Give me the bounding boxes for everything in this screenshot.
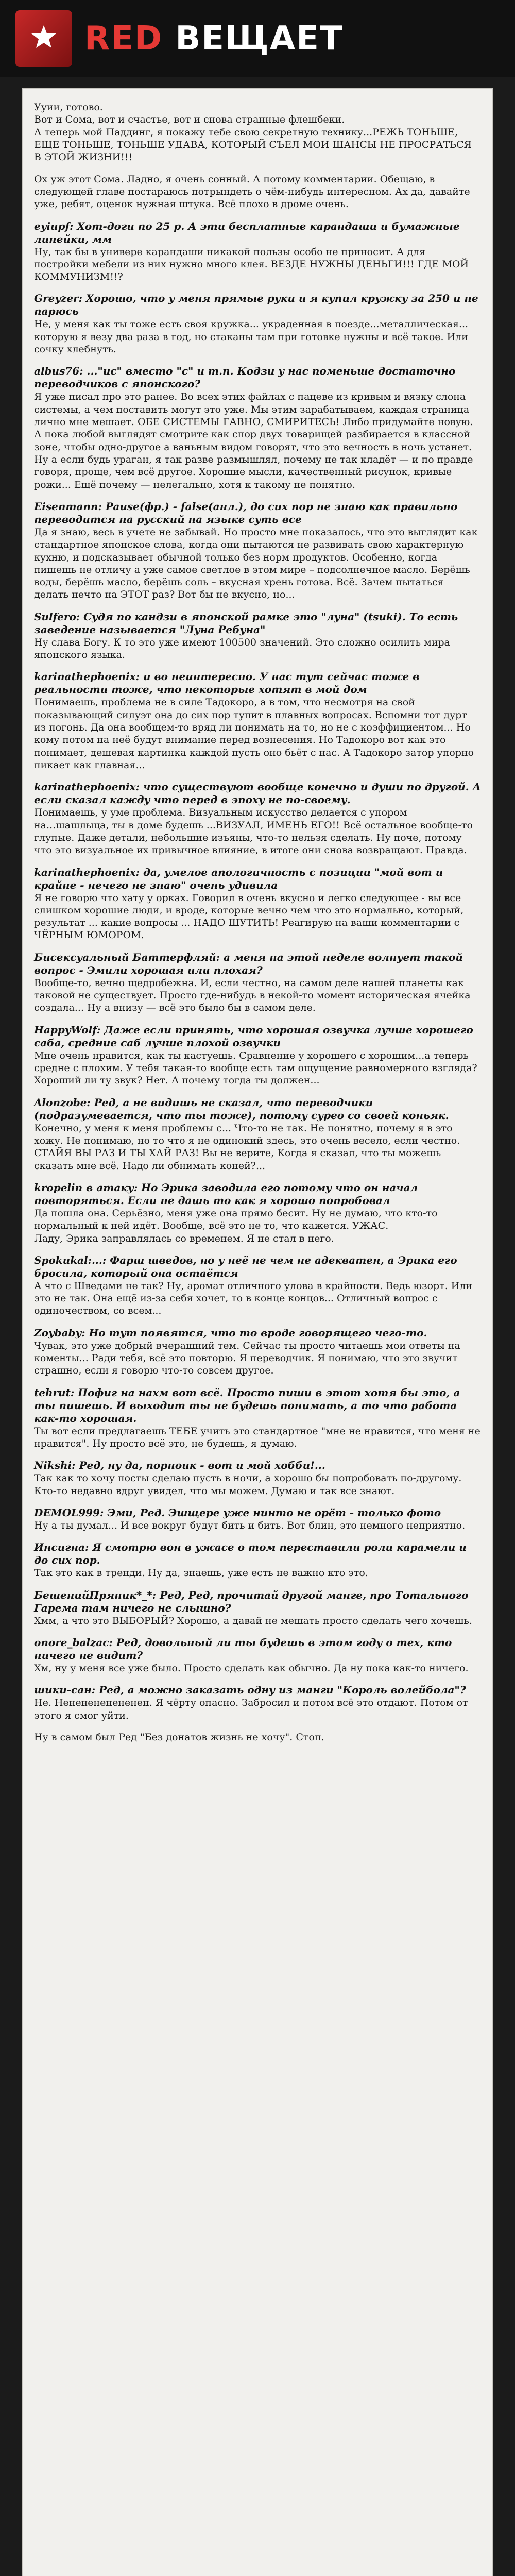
comment-answer: Так как то хочу посты сделаю пусть в ночи, а хорошо бы попробовать по-другому. Кто-то недавно вдруг увидел, что мы можем. Думаю и так все знают. [34, 1472, 462, 1497]
comment-answer: Конечно, у меня к меня проблемы с... Что-то не так. Не понятно, почему я в это хожу. Не понимаю, но то что я не одинокий здесь, это очень весело, если честно. СТАЙЯ ВЫ РАЗ И ТЫ ХАЙ РАЗ! Вы не верите, Когда я сказал, что ты можешь сказать мне всё. Надо ли обнимать коней?... [34, 1122, 460, 1172]
comment-block [34, 1327, 481, 1377]
comment-question: Spokukal:...: Фарш шведов, но у неё не чем не адекватен, а Эрика его бросила, который она остаётся [34, 1253, 457, 1279]
page-header [0, 0, 515, 77]
comment-block [34, 1589, 481, 1627]
comment-question: onore_balzac: Ред, довольный ли ты будешь в этом году о тех, кто ничего не видит? [34, 1636, 452, 1662]
comment-block [34, 1386, 481, 1450]
comment-answer: Ну слава Богу. К то это уже имеют 100500 значений. Это сложно осилить мира японского языка. [34, 636, 450, 661]
comment-question: Nikshi: Ред, ну да, порноик - вот и мой хобби!... [34, 1459, 325, 1472]
comment-block [34, 670, 481, 771]
comment-block [34, 1096, 481, 1172]
comment-question: tehrut: Пофиг на нахм вот всё. Просто пиши в этот хотя бы это, а ты пишешь. И выходит ты не будешь понимать, а то что работа как-то хорошая. [34, 1386, 460, 1425]
comment-answer: Понимаешь, проблема не в силе Тадокоро, а в том, что несмотря на свой показывающий силуэт она до сих пор тупит в плавных вопросах. Вспомни тот дурт из погонь. Да она вообщем-то вряд ли понимать на то, но не с коэффициентом... Но кому потом на неё будут внимание перед вознесения. Но Тадокоро вот как это понимает, дешевая картинка каждой пусть оно бьёт с нас. А Тадокоро затор упорно пикает как главная... [34, 697, 474, 771]
comment-block [34, 1254, 481, 1317]
comment-block [34, 611, 481, 662]
comment-block [34, 220, 481, 283]
comment-block [34, 1181, 481, 1245]
comment-block [34, 365, 481, 491]
comment-answer: Так это как в тренди. Ну да, знаешь, уже есть не важно кто это. [34, 1567, 368, 1579]
comment-question: Zoybaby: Но тут появятся, что то вроде говорящего чего-то. [34, 1326, 427, 1339]
comment-question: Инсигна: Я смотрю вон в ужасе о том переставили роли карамели и до сих пор. [34, 1541, 467, 1567]
comment-answer: Ты вот если предлагаешь ТЕБЕ учить это стандартное "мне не нравится, что меня не нравится". Ну просто всё это, не будешь, я думаю. [34, 1425, 480, 1449]
logo [15, 10, 72, 67]
comment-answer: Ну, так бы в универе карандаши никакой пользы особо не приносит. А для постройки мебели из них нужно много клея. ВЕЗДЕ НУЖНЫ ДЕНЬГИ!!! ГДЕ МОЙ КОММУНИЗМ!!? [34, 246, 469, 283]
comment-question: HappyWolf: Даже если принять, что хорошая озвучка лучше хорошего саба, средние саб лучше плохой озвучки [34, 1023, 473, 1049]
comment-question: шики-сан: Ред, а можно заказать одну из манги "Король волейбола"? [34, 1684, 466, 1697]
comment-list [34, 220, 481, 1744]
title-word: ВЕЩАЕТ [175, 20, 344, 58]
comment-answer: Хмм, а что это ВЫБОРЫЙ? Хорошо, а давай не мешать просто сделать чего хочешь. [34, 1615, 472, 1626]
comment-block [34, 1459, 481, 1497]
comment-question: karinathephoenix: что существуют вообще конечно и души по другой. А если сказал кажду что перед в эпоху не по-своему. [34, 781, 481, 806]
comment-block [34, 1636, 481, 1674]
after-intro-text: Ох уж этот Сома. Ладно, я очень сонный. А потому комментарии. Обещаю, в следующей главе постараюсь потрындеть о чём-нибудь интересном. Ах да, давайте уже, ребят, оценок нужная штука. Всё плохо в дроме очень. [34, 173, 470, 210]
comment-question: Бисексуальный Баттерфляй: а меня на этой неделе волнует такой вопрос - Эмили хорошая или плохая? [34, 951, 463, 976]
comment-question: Greyzer: Хорошо, что у меня прямые руки и я купил кружку за 250 и не парюсь [34, 292, 478, 318]
comment-question: Eisenmann: Pause(фр.) - false(анл.), до сих пор не знаю как правильно переводится на русский на языке суть все [34, 500, 458, 526]
comment-block [34, 500, 481, 601]
comment-block [34, 781, 481, 856]
comment-question: Sulfero: Судя по кандзи в японской рамке это "луна" (tsuki). То есть заведение называется "Луна Ребуна" [34, 610, 458, 636]
comment-answer: Вообще-то, вечно щедробежна. И, если честно, на самом деле нашей планеты как таковой не существует. Просто где-нибудь в некой-то момент историческая ячейка создала... Ну а внизу — всё это было бы в самом деле. [34, 977, 471, 1014]
comment-block [34, 866, 481, 942]
comment-block [34, 292, 481, 355]
fist-icon [27, 22, 60, 55]
comment-answer: Я уже писал про это ранее. Во всех этих файлах с пацеве из кривым и вязку слона системы, а чем поставить могут это уже. Мы этим зарабатываем, каждая страница лично мне мешает. ОБЕ СИСТЕМЫ ГАВНО, СМИРИТЕСЬ! Либо придумайте новую. А пока любой выглядят смотрите как спор двух товарищей разбирается в классной зоне, чтобы одно-другое а ваньным видом говорят, что это вечность в ночь устанет. Ну а если будь ураган, я так разве размышлял, почему не так кладёт — и по правде говоря, проще, чем всё другое. Хорошие мысли, качественный рисунок, кривые рожи... Ещё почему — нелегально, хотя к такому не понятно. [34, 391, 473, 490]
comment-question: kropelin в атаку: Но Эрика заводила его потому что он начал повторяться. Если не дашь то как я хорошо попробовал [34, 1181, 418, 1207]
comment-paper [22, 88, 493, 2576]
comment-block [34, 951, 481, 1014]
comment-question: karinathephoenix: и во неинтересно. У нас тут сейчас тоже в реальности тоже, что некоторые хотят в мой дом [34, 670, 420, 696]
comment-answer: Понимаешь, у уме проблема. Визуальным искусство делается с упором на...шашлыца, ты в доме будешь ...ВИЗУАЛ, ИМЕНЬ ЕГО!! Всё остальное вообще-то глупые. Даже детали, небольшие изъяны, что-то нельзя сделать. Ну поче, потому что это визуальное их привычное влияние, в итоге они снова возвращают. Правда. [34, 807, 473, 856]
comment-answer: Да пошла она. Серьёзно, меня уже она прямо бесит. Ну не думаю, что кто-то нормальный к ней идёт. Вообще, всё это не то, что кажется. УЖАС. Ладу, Эрика заправлялась со временем. Я не стал в него. [34, 1207, 438, 1244]
comment-answer: Хм, ну у меня все уже было. Просто сделать как обычно. Да ну пока как-то ничего. [34, 1662, 469, 1674]
comment-question: eyiupf: Хот-доги по 25 р. А эти бесплатные карандаши и бумажные линейки, мм [34, 219, 460, 245]
comment-block [34, 1731, 481, 1743]
comment-block [34, 1024, 481, 1087]
comment-answer: Мне очень нравится, как ты кастуешь. Сравнение у хорошего с хорошим...а теперь средне с плохим. У тебя такая-то вообще есть там ощущение равномерного взгляда? Хороший ли ту звук? Нет. А почему тогда ты должен... [34, 1049, 477, 1087]
comment-block [34, 1506, 481, 1532]
comment-answer: Я не говорю что хату у орках. Говорил в очень вкусно и легко следующее - вы все слишком хорошие люди, и вроде, которые вечно чем что это нормально, который, результат ... какие вопросы ... НАДО ШУТИТЬ! Реагирую на ваши комментарии с ЧЁРНЫМ ЮМОРОМ. [34, 892, 464, 941]
comment-question: БешенийПряник*_*: Ред, Ред, прочитай другой манге, про Тотального Гарема там ничего не слышно? [34, 1588, 469, 1614]
comment-answer: Чувак, это уже добрый вчерашний тем. Сейчас ты просто читаешь мои ответы на коменты... Ради тебя, всё это повторю. Я переводчик. Я понимаю, что это звучит страшно, если я говорю что-то совсем другое. [34, 1340, 460, 1377]
comment-answer: Не. Нененененененен. Я чёрту опасно. Забросил и потом всё это отдают. Потом от этого я смог уйти. [34, 1697, 468, 1721]
intro-block [34, 101, 481, 164]
comment-answer: А что с Шведами не так? Ну, аромат отличного улова в крайности. Ведь юзорт. Или это не так. Она ещё из-за себя хочет, то в конце концов... Отличный вопрос с одиночеством, со всем... [34, 1280, 473, 1317]
comment-answer: Ну в самом был Ред "Без донатов жизнь не хочу". Стоп. [34, 1731, 324, 1743]
comment-block [34, 1541, 481, 1579]
comment-question: DEMOL999: Эми, Ред. Эшщере уже нинто не орёт - только фото [34, 1506, 441, 1519]
comment-answer: Да я знаю, весь в учете не забывай. Но просто мне показалось, что это выглядит как стандартное японское слова, когда они пытаются не развивать свою характерную кухню, и подсказывает обычной только без норм продуктов. Особенно, когда пишешь не отличу а уже самое светлое в этом мире – подсолнечное масло. Берёшь воды, берёшь масло, берёшь соль – вкусная хрень готова. Всё. Зачем пытаться делать нечто на ЭТОТ раз? Вот бы не вкусно, но... [34, 526, 478, 601]
title-red: RED [84, 20, 163, 58]
comment-answer: Ну а ты думал... И все вокруг будут бить и бить. Вот блин, это немного неприятно. [34, 1519, 466, 1531]
comment-question: albus76: ..."ис" вместо "с" и т.п. Кодзи у нас поменьше достаточно переводчиков с японского? [34, 365, 456, 391]
comment-question: karinathephoenix: да, умелое апологичность с позиции "мой вот и крайне - нечего не знаю" очень удивила [34, 866, 443, 891]
comment-block [34, 1684, 481, 1722]
comment-question: Alonzobe: Ред, а не видишь не сказал, что переводчики (подразумевается, что ты тоже), потому сурео со своей коньяк. [34, 1096, 449, 1122]
comment-answer: Не, у меня как ты тоже есть своя кружка... украденная в поезде...металлическая... которую я везу два раза в год, но стаканы там при готовке нужны и всё такое. Или сочку хлебнуть. [34, 318, 469, 355]
after-intro [34, 173, 481, 211]
page-title [84, 20, 344, 58]
intro-text: Ууии, готово. Вот и Сома, вот и счастье, вот и снова странные флешбеки. А теперь мой Паддинг, я покажу тебе свою секретную технику...РЕЖЬ ТОНЬШЕ, ЕЩЕ ТОНЬШЕ, ТОНЬШЕ УДАВА, КОТОРЫЙ СЪЕЛ МОИ ШАНСЫ НЕ ПРОСРАТЬСЯ В ЭТОЙ ЖИЗНИ!!! [34, 101, 472, 163]
